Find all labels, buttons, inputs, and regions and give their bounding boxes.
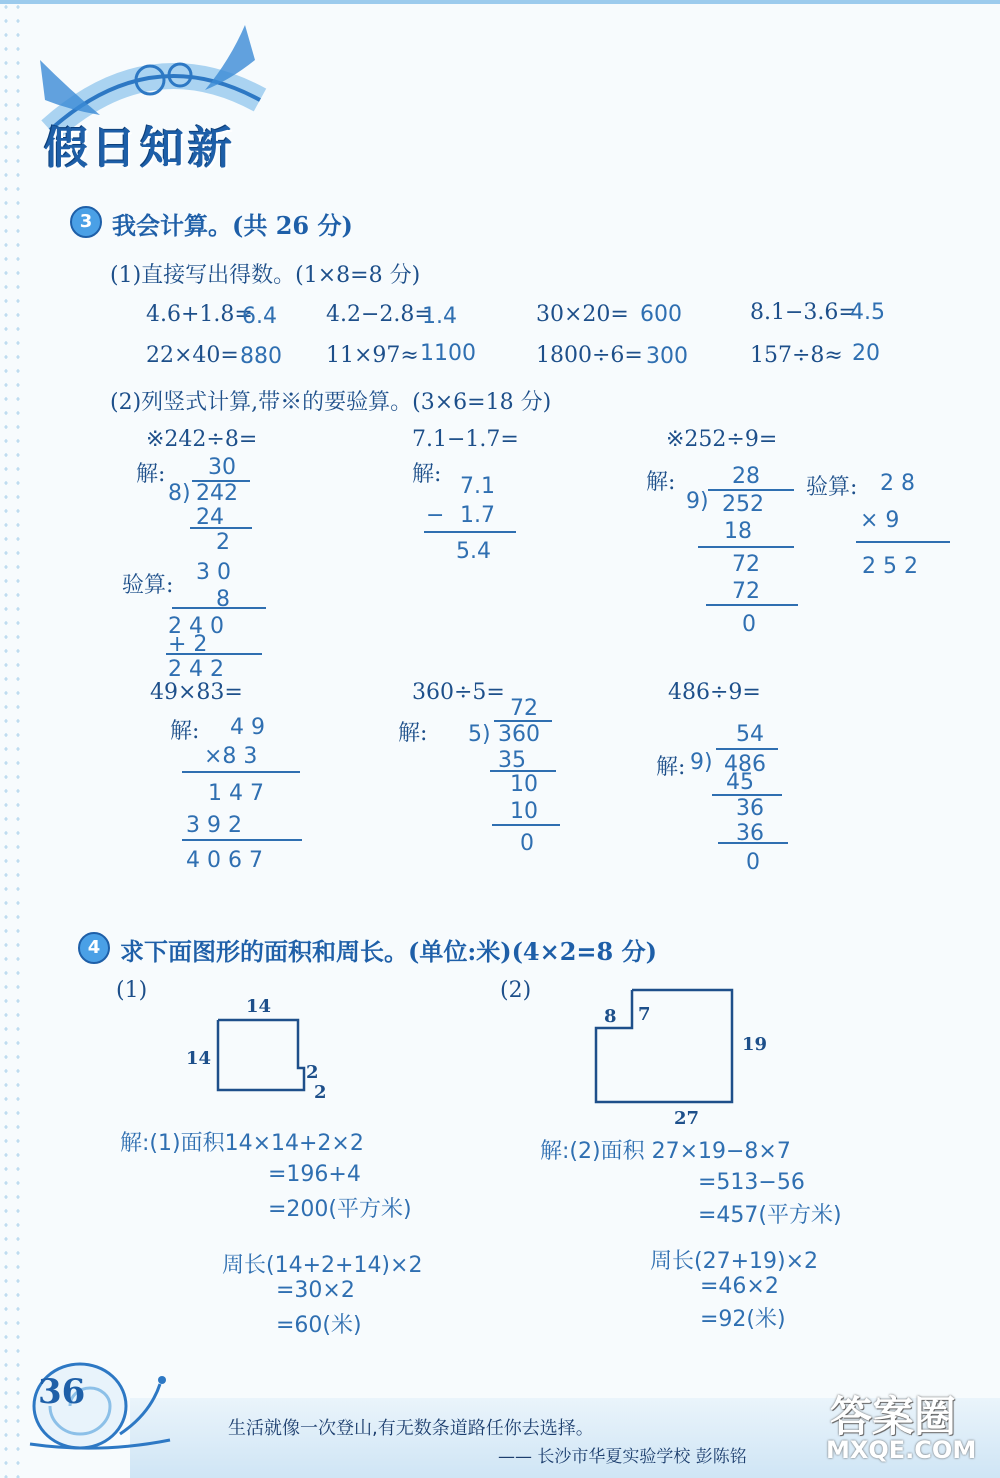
calc-q: 8.1−3.6= (750, 300, 857, 325)
part2-title: (2)列竖式计算,带※的要验算。(3×6=18 分) (110, 390, 552, 415)
division-bar (492, 824, 560, 826)
solution-line: 解:(1)面积14×14+2×2 (120, 1131, 364, 1156)
subtract: 72 (732, 579, 760, 604)
perimeter-line: =60(米) (276, 1313, 362, 1338)
check-label: 验算: (806, 475, 858, 500)
result: 4 0 6 7 (186, 848, 263, 873)
calc-a: 1.4 (422, 304, 457, 329)
top-border (0, 0, 1000, 4)
check-line: + 2 (168, 632, 208, 657)
divisor: 9) (690, 750, 713, 775)
check-line: 2 4 2 (168, 657, 224, 682)
division-bar (698, 546, 794, 548)
quotient: 28 (732, 464, 760, 489)
calc-q: 30×20= (536, 302, 629, 327)
quotient: 54 (736, 722, 764, 747)
check-line: × 9 (860, 508, 900, 533)
perimeter-line: 周长(27+19)×2 (650, 1249, 819, 1274)
division-bar (716, 748, 778, 750)
partial: 3 9 2 (186, 813, 242, 838)
division-bar (718, 842, 788, 844)
section3-number: 3 (70, 206, 102, 238)
perimeter-line: =46×2 (700, 1274, 779, 1299)
jie-label: 解: (412, 462, 442, 487)
division-bar (706, 604, 798, 606)
fig2-right-label: 19 (742, 1034, 768, 1055)
check-line: 2 8 (880, 471, 915, 496)
watermark: 答案圈 (830, 1392, 957, 1441)
check-label: 验算: (122, 573, 174, 598)
subtract: 24 (196, 505, 224, 530)
fig2-step-height-label: 8 (604, 1006, 617, 1027)
subtract: 72 (732, 552, 760, 577)
partial: 1 4 7 (208, 781, 264, 806)
operator: − (426, 503, 445, 528)
check-bar (166, 653, 262, 655)
remainder: 0 (520, 831, 534, 856)
section4-title: 求下面图形的面积和周长。(单位:米)(4×2=8 分) (120, 937, 657, 966)
operand: ×8 3 (204, 744, 258, 769)
fig2-bottom-label: 27 (674, 1108, 700, 1129)
solution-line: =200(平方米) (268, 1197, 412, 1222)
watermark-url: MXQE.COM (826, 1436, 977, 1464)
calc-q: 22×40= (146, 343, 239, 368)
perimeter-line: 周长(14+2+14)×2 (222, 1253, 423, 1278)
dividend: 252 (722, 492, 764, 517)
check-bar (856, 541, 950, 543)
division-bar (708, 489, 794, 491)
dividend: 486 (724, 752, 766, 777)
fig2-step-width-label: 7 (638, 1004, 651, 1025)
remainder: 0 (742, 612, 756, 637)
subtract: 10 (510, 799, 538, 824)
calc-q: 11×97≈ (326, 343, 419, 368)
check-line: 2 4 0 (168, 614, 224, 639)
solution-line: 解:(2)面积 27×19−8×7 (540, 1139, 791, 1164)
figure2-label: (2) (500, 978, 532, 1003)
subtract: 18 (724, 519, 752, 544)
subtract: 45 (726, 770, 754, 795)
fig1-notch-label: 2 (314, 1082, 327, 1103)
dividend: 360 (498, 722, 540, 747)
remainder: 0 (746, 850, 760, 875)
problem-q: ※252÷9= (666, 427, 778, 452)
check-line: 3 0 (196, 560, 231, 585)
fig1-left-label: 14 (186, 1048, 212, 1069)
subtract: 10 (510, 772, 538, 797)
footer-author: —— 长沙市华夏实验学校 彭陈铭 (498, 1447, 747, 1467)
section3-title: 我会计算。(共 26 分) (112, 211, 353, 240)
figure2-shape (580, 980, 750, 1110)
check-line: 8 (216, 587, 230, 612)
calc-a: 1100 (420, 341, 476, 366)
perimeter-line: =30×2 (276, 1278, 355, 1303)
divisor: 5) (468, 722, 491, 747)
page-number: 36 (38, 1372, 86, 1412)
subtract-bar (424, 531, 516, 533)
calc-a: 6.4 (242, 304, 277, 329)
decorative-dots (0, 0, 26, 1478)
calc-q: 157÷8≈ (750, 343, 843, 368)
calc-q: 4.6+1.8= (146, 302, 253, 327)
footer-quote: 生活就像一次登山,有无数条道路任你去选择。 (228, 1418, 594, 1439)
calc-a: 300 (646, 344, 688, 369)
division-bar (190, 527, 252, 529)
jie-label: 解: (398, 721, 428, 746)
result: 5.4 (456, 539, 491, 564)
subtract: 36 (736, 821, 764, 846)
check-bar (172, 607, 266, 609)
problem-q: 7.1−1.7= (412, 427, 519, 452)
quotient: 30 (208, 455, 236, 480)
operand: 7.1 (460, 474, 495, 499)
problem-q: ※242÷8= (146, 427, 258, 452)
quotient: 72 (510, 696, 538, 721)
remainder: 2 (216, 530, 230, 555)
divisor: 8) (168, 481, 191, 506)
perimeter-line: =92(米) (700, 1307, 786, 1332)
jie-label: 解: (646, 470, 676, 495)
header-logo (30, 20, 290, 174)
calc-a: 20 (852, 341, 880, 366)
fig1-notch-label: 2 (306, 1062, 319, 1083)
calc-a: 600 (640, 302, 682, 327)
part1-title: (1)直接写出得数。(1×8=8 分) (110, 263, 421, 288)
operand: 1.7 (460, 503, 495, 528)
multiply-bar (182, 839, 302, 841)
problem-q: 360÷5= (412, 680, 505, 705)
section4-number: 4 (78, 932, 110, 964)
check-line: 2 5 2 (862, 554, 918, 579)
dividend: 242 (196, 481, 238, 506)
jie-label: 解: (136, 462, 166, 487)
solution-line: =513−56 (698, 1170, 805, 1195)
operand: 4 9 (230, 715, 265, 740)
subtract: 36 (736, 796, 764, 821)
solution-line: =196+4 (268, 1162, 361, 1187)
problem-q: 49×83= (150, 680, 243, 705)
calc-q: 1800÷6= (536, 343, 643, 368)
solution-line: =457(平方米) (698, 1203, 842, 1228)
subtract: 35 (498, 748, 526, 773)
calc-a: 880 (240, 344, 282, 369)
divisor: 9) (686, 489, 709, 514)
jie-label: 解: (656, 755, 686, 780)
jie-label: 解: (170, 719, 200, 744)
problem-q: 486÷9= (668, 680, 761, 705)
calc-a: 4.5 (850, 300, 885, 325)
multiply-bar (182, 771, 300, 773)
fig1-top-label: 14 (246, 996, 272, 1017)
figure1-label: (1) (116, 978, 148, 1003)
calc-q: 4.2−2.8= (326, 302, 433, 327)
logo-text: 假日知新 (44, 123, 236, 174)
